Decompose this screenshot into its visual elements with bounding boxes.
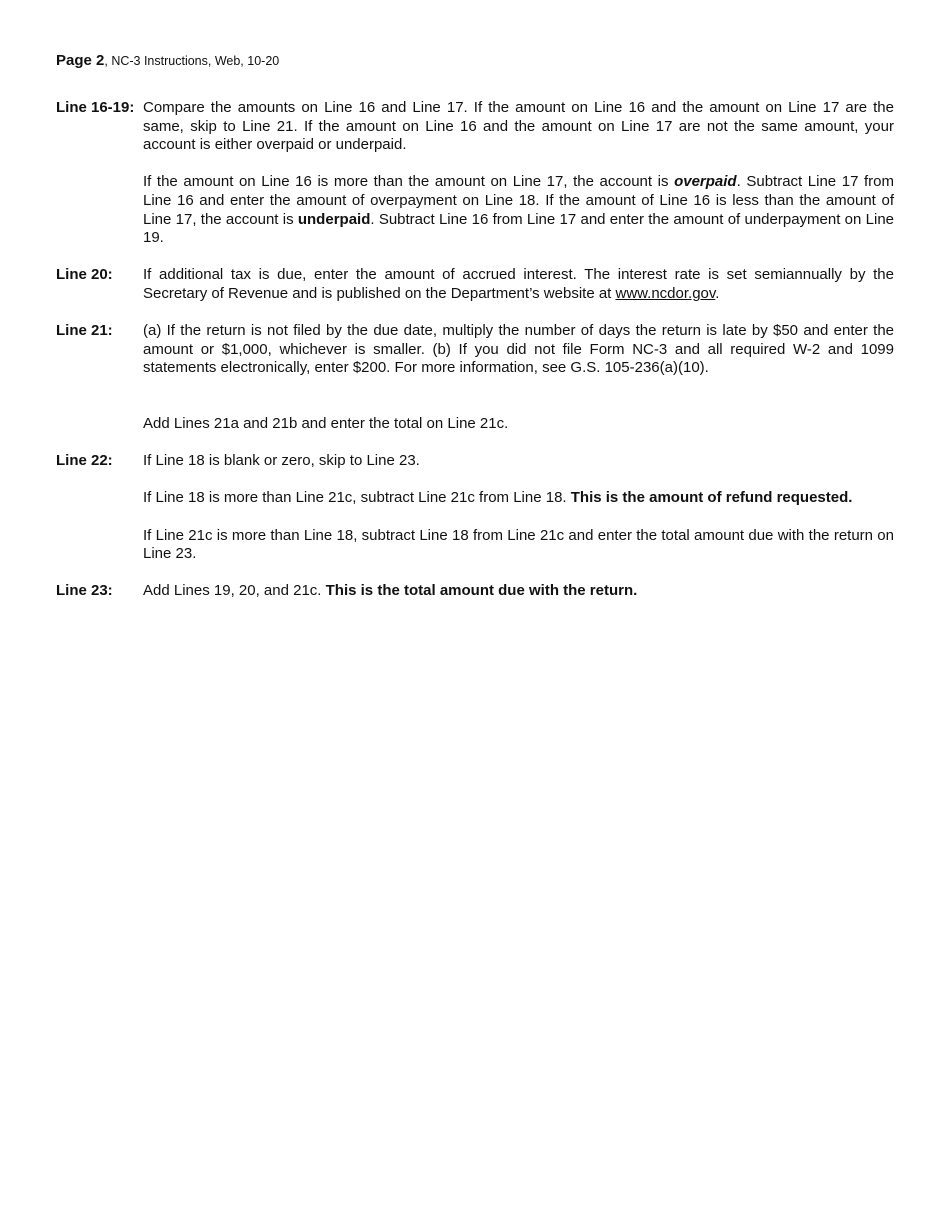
line-16-19-overpaid-underpaid-text <box>143 173 894 247</box>
line-22-label: Line 22: <box>56 452 113 470</box>
line-21-penalty-text: (a) If the return is not filed by the due date, multiply the number of days the return is late by $50 and enter the amount or $1,000, whichever is smaller. (b) If you did not file Form NC-3 and all required W-2 and 1099 statements electronically, enter $200. For more information, see G.S. 105-236(a)(10). <box>143 322 894 377</box>
line-23-section <box>56 582 894 601</box>
spacer <box>56 434 894 453</box>
text-run: . Subtract Line 16 from Line 17 and enter the amount of underpayment on Line 19. <box>143 210 894 247</box>
ncdor-website-link[interactable]: www.ncdor.gov <box>615 284 716 302</box>
spacer <box>56 304 894 323</box>
line-16-19-label: Line 16-19: <box>56 99 135 116</box>
spacer <box>56 378 894 415</box>
line-16-19-section <box>56 99 894 155</box>
total-due-emphasis: This is the total amount due with the return. <box>325 582 638 600</box>
spacer <box>56 155 894 174</box>
spacer <box>56 564 894 583</box>
line-22-body <box>143 452 894 471</box>
instructions-page <box>56 52 894 601</box>
page-subtitle: , NC-3 Instructions, Web, 10-20 <box>104 54 280 68</box>
line-22-amount-due-text: If Line 21c is more than Line 18, subtract Line 18 from Line 21c and enter the total amount due with the return on Line 23. <box>143 526 894 563</box>
line-22-refund-text <box>143 489 894 508</box>
text-run: If the amount on Line 16 is more than the amount on Line 17, the account is <box>143 173 675 191</box>
text-run: . <box>715 284 720 302</box>
page-number: Page 2 <box>56 52 105 69</box>
line-23-label: Line 23: <box>56 582 113 600</box>
line-21-label: Line 21: <box>56 322 113 340</box>
spacer <box>56 471 894 490</box>
line-20-section <box>56 266 894 303</box>
text-run: If Line 18 is more than Line 21c, subtract Line 21c from Line 18. <box>143 489 571 507</box>
line-21-total-text: Add Lines 21a and 21b and enter the total on Line 21c. <box>143 415 509 433</box>
spacer <box>56 508 894 527</box>
spacer <box>56 248 894 267</box>
line-21-body <box>143 322 894 378</box>
underpaid-term: underpaid <box>297 210 371 228</box>
text-run: If additional tax is due, enter the amount of accrued interest. The interest rate is set semiannually by the Secretary of Revenue and is published on the Department’s website at <box>143 266 894 302</box>
line-16-19-body <box>143 99 894 155</box>
line-22-blank-text: If Line 18 is blank or zero, skip to Line 23. <box>143 452 420 470</box>
text-run: Add Lines 19, 20, and 21c. <box>143 582 326 600</box>
overpaid-term: overpaid <box>674 173 737 191</box>
refund-requested-emphasis: This is the amount of refund requested. <box>570 489 853 507</box>
line-20-body <box>143 266 894 303</box>
line-16-19-compare-text: Compare the amounts on Line 16 and Line 17. If the amount on Line 16 and the amount on Line 17 are the same, skip to Line 21. If the amount on Line 16 and the amount on Line 17 are not the same amount, your account is either overpaid or underpaid. <box>143 99 894 154</box>
line-22-section <box>56 452 894 471</box>
page-header <box>56 52 894 70</box>
line-20-label: Line 20: <box>56 266 113 284</box>
line-23-body <box>143 582 894 601</box>
line-21-section <box>56 322 894 378</box>
text-run: . Subtract Line 17 from Line 16 and enter the amount of overpayment on Line 18. If the amount of Line 16 is less than the amount of Line 17, the account is <box>143 173 894 228</box>
